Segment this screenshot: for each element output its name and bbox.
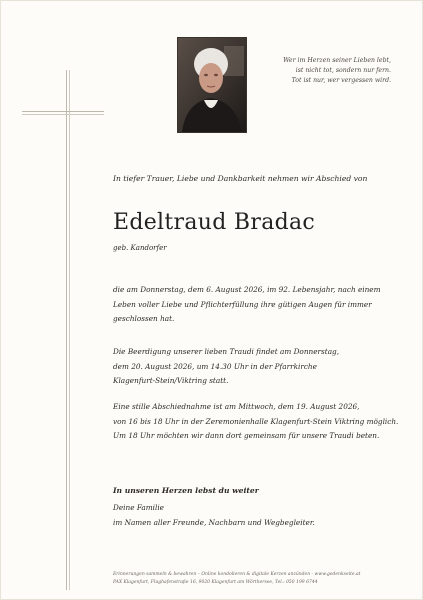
paragraph-line: Leben voller Liebe und Pflichterfüllung ihre gütigen Augen für immer [113, 299, 372, 309]
closing-family: Deine Familie [113, 503, 164, 512]
footer-line: PAX Klagenfurt, Flughafenstraße 16, 9020 Klagenfurt am Wörthersee, Tel.: 050 199 6744 [113, 579, 318, 585]
cross-horizontal-bar [22, 111, 104, 112]
cross-horizontal-bar-shadow [22, 114, 104, 115]
memorial-quote [283, 56, 391, 87]
intro-text: In tiefer Trauer, Liebe und Dankbarkeit nehmen wir Abschied von [113, 174, 368, 183]
death-announcement [113, 283, 403, 327]
deceased-name: Edeltraud Bradac [113, 210, 316, 235]
closing-friends: im Namen aller Freunde, Nachbarn und Wegbegleiter. [113, 518, 315, 527]
paragraph-line: von 16 bis 18 Uhr in der Zeremonienhalle Klagenfurt-Stein Viktring möglich. [113, 416, 399, 426]
paragraph-line: Eine stille Abschiednahme ist am Mittwoch, dem 19. August 2026, [113, 402, 360, 411]
portrait-photo [177, 37, 247, 133]
paragraph-line: dem 20. August 2026, um 14.30 Uhr in der Pfarrkirche [113, 361, 317, 371]
quote-line: ist nicht tot, sondern nur fern. [295, 67, 391, 75]
portrait-image [178, 38, 246, 132]
funeral-details [113, 345, 403, 389]
closing-heading: In unseren Herzen lebst du weiter [113, 486, 259, 495]
farewell-details [113, 400, 403, 444]
quote-line: Tot ist nur, wer vergessen wird. [291, 77, 391, 85]
paragraph-line: Klagenfurt-Stein/Viktring statt. [113, 376, 229, 385]
paragraph-line: die am Donnerstag, dem 6. August 2026, im 92. Lebensjahr, nach einem [113, 285, 381, 294]
quote-line: Wer im Herzen seiner Lieben lebt, [283, 57, 391, 64]
paragraph-line: Um 18 Uhr möchten wir dann dort gemeinsam für unsere Traudi beten. [113, 431, 380, 440]
paragraph-line: Die Beerdigung unserer lieben Traudi findet am Donnerstag, [113, 347, 340, 356]
maiden-name: geb. Kandorfer [113, 244, 167, 252]
cross-vertical-bar-shadow [69, 70, 70, 590]
paragraph-line: geschlossen hat. [113, 314, 175, 323]
footer-line: Erinnerungen sammeln & bewahren – Online kondolieren & digitale Kerzen anzünden - www.gedenkseite.at [113, 572, 361, 577]
cross-vertical-bar [66, 70, 67, 590]
footer [113, 571, 360, 586]
